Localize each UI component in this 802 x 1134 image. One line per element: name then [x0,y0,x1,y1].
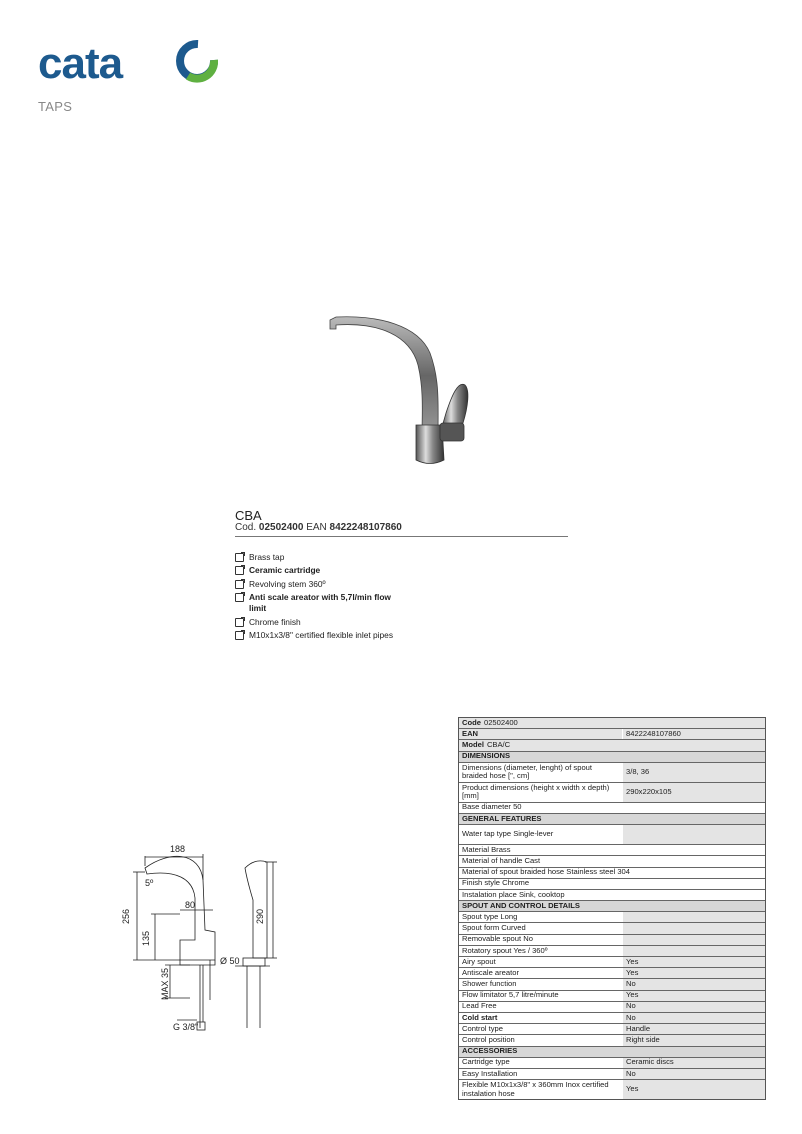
spec-row [459,782,765,802]
spec-row [459,844,765,855]
feature-text: Brass tap [249,552,285,562]
spec-value: Yes [623,957,765,967]
spec-value: Right side [623,1035,765,1045]
dim-angle: 5º [145,878,154,888]
spec-section-label: ACCESSORIES [462,1046,518,1056]
spec-label: Model [462,740,484,750]
checkbox-icon [235,593,244,602]
spec-label: Control position [459,1035,623,1045]
dim-connection: G 3/8" [173,1022,199,1032]
feature-text: Revolving stem 360º [249,578,326,589]
spec-section-header [459,900,765,911]
spec-row [459,967,765,978]
spec-value [623,825,765,844]
spec-row [459,1001,765,1012]
spec-value: 02502400 [483,717,518,727]
spec-label: Antiscale areator [459,968,623,978]
spec-section-header [459,751,765,762]
ean-prefix: EAN [306,522,327,533]
spec-row [459,1079,765,1099]
spec-label: Material Brass [462,844,511,854]
category-label: TAPS [38,99,73,114]
spec-value: Handle [623,1024,765,1034]
spec-value: Ceramic discs [623,1058,765,1068]
spec-section-label: DIMENSIONS [462,751,511,761]
spec-label: Flexible M10x1x3/8" x 360mm Inox certified instalation hose [459,1080,623,1099]
spec-label: Rotatory spout Yes / 360º [459,946,623,956]
feature-item [235,578,405,591]
spec-value: No [623,1069,765,1079]
spec-row [459,762,765,782]
checkbox-icon [235,553,244,562]
product-title: CBA [235,508,262,523]
spec-label: Product dimensions (height x width x depth) [mm] [459,783,623,802]
spec-label: Cold start [459,1013,623,1023]
spec-label: Dimensions (diameter, lenght) of spout braided hose [", cm] [459,763,623,782]
feature-list [235,551,405,642]
spec-label: Instalation place Sink, cooktop [462,889,565,899]
spec-value [623,923,765,933]
checkbox-icon [235,566,244,575]
spec-label: Airy spout [459,957,623,967]
spec-value: 3/8, 36 [623,763,765,782]
spec-label: Finish style Chrome [462,878,530,888]
spec-row [459,824,765,844]
spec-row [459,911,765,922]
feature-text: Chrome finish [249,616,301,627]
spec-value [623,935,765,945]
spec-row [459,990,765,1001]
product-codes [235,522,402,533]
spec-value: Yes [623,991,765,1001]
spec-cell [459,740,765,750]
product-ean: 8422248107860 [329,522,402,533]
spec-label: Material of handle Cast [462,856,541,866]
feature-item [235,629,405,642]
dim-height-side: 290 [255,908,265,924]
spec-value: No [623,1013,765,1023]
spec-label: Shower function [459,979,623,989]
feature-item [235,616,405,629]
spec-label: Control type [459,1024,623,1034]
spec-label: Easy Installation [459,1069,623,1079]
feature-text: M10x1x3/8" certified flexible inlet pipes [249,629,394,640]
spec-value: No [623,979,765,989]
spec-row [459,889,765,900]
spec-value: Yes [623,968,765,978]
feature-item [235,551,405,564]
code-prefix: Cod. [235,522,257,533]
brand-swirl-icon [180,44,214,79]
product-code: 02502400 [258,522,304,533]
specs-table [458,717,766,1100]
feature-text: Ceramic cartridge [249,565,321,575]
product-image [318,295,488,475]
spec-row [459,855,765,866]
dim-height-total: 256 [121,908,131,924]
checkbox-icon [235,618,244,627]
technical-drawing [115,840,335,1045]
spec-row [459,1057,765,1068]
spec-value [623,946,765,956]
spec-label: Code [462,717,481,727]
spec-label: Cartridge type [459,1058,623,1068]
spec-row [459,718,765,728]
dim-spout-reach: 80 [185,900,196,910]
dim-base-diameter: Ø 50 [220,956,240,966]
spec-label: EAN [459,729,623,739]
feature-item [235,564,405,578]
spec-value [623,912,765,922]
spec-row [459,1012,765,1023]
feature-item [235,591,405,616]
spec-row [459,978,765,989]
spec-value: CBA/C [486,740,511,750]
feature-text: Anti scale areator with 5,7l/min flow limit [249,591,391,613]
spec-cell [459,718,765,728]
dim-max-thickness: MAX 35 [160,967,170,1000]
spec-row [459,1034,765,1045]
spec-section-header [459,1046,765,1057]
checkbox-icon [235,631,244,640]
spec-section-label: SPOUT AND CONTROL DETAILS [462,900,580,910]
spec-value: No [623,1002,765,1012]
spec-label: Water tap type Single-lever [459,825,623,844]
spec-row [459,1068,765,1079]
brand-name: cata [38,39,123,84]
spec-label: Removable spout No [459,935,623,945]
spec-value: Yes [623,1080,765,1099]
spec-label: Spout type Long [459,912,623,922]
spec-row [459,922,765,933]
spec-row [459,945,765,956]
spec-row [459,956,765,967]
spec-row [459,867,765,878]
spec-value: 8422248107860 [626,728,681,738]
spec-label: Flow limitator 5,7 litre/minute [459,991,623,1001]
spec-row [459,739,765,750]
spec-value: 290x220x105 [623,783,765,802]
title-divider [235,536,568,537]
spec-section-header [459,813,765,824]
dim-width-top: 188 [170,844,186,854]
checkbox-icon [235,580,244,589]
spec-row [459,934,765,945]
spec-row [459,802,765,813]
spec-row [459,878,765,889]
dim-height-spout: 135 [141,930,151,946]
spec-row [459,728,765,739]
spec-section-label: GENERAL FEATURES [462,813,542,823]
brand-logo [38,38,218,89]
spec-label: Material of spout braided hose Stainless steel 304 [462,867,631,877]
spec-label: Lead Free [459,1002,623,1012]
spec-label: Base diameter 50 [462,802,522,812]
spec-label: Spout form Curved [459,923,623,933]
spec-row [459,1023,765,1034]
